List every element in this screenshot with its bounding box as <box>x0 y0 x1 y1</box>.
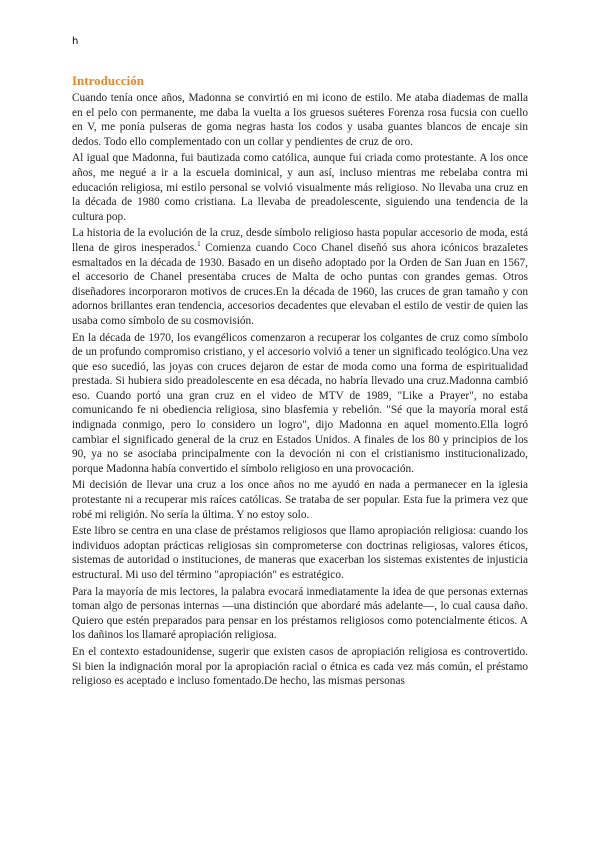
paragraph-3-text-before-note: La historia de la evolución de la cruz, desde símbolo religioso hasta popular accesorio de moda, está llena de giros inesperados. <box>72 227 528 254</box>
paragraph-3-text-after-note: Comienza cuando Coco Chanel diseñó sus ahora icónicos brazaletes esmaltados en la década de 1930. Basado en un diseño adoptado por la Orden de San Juan en 1567, el accesorio de Chanel presentaba cruces de Malta de ocho puntas con grandes gemas. Otros diseñadores incorporaron motivos de cruces.En la década de 1960, las cruces de gran tamaño y con adornos brillantes eran tendencia, accesorios decadentes que elevaban el estilo de vestir de quien las usaba como símbolo de su cosmovisión. <box>72 241 528 327</box>
paragraph-3 <box>72 226 528 328</box>
paragraph-5: Mi decisión de llevar una cruz a los once años no me ayudó en nada a permanecer en la iglesia protestante ni a recuperar mis raíces católicas. Se trataba de ser popular. Esta fue la primera vez que robé mi religión. No sería la última. Y no estoy solo. <box>72 479 528 521</box>
section-title: Introducción <box>72 73 144 88</box>
document-body <box>72 72 528 691</box>
paragraph-1: Cuando tenía once años, Madonna se convirtió en mi icono de estilo. Me ataba diademas de malla en el pelo con permanente, me daba la vuelta a los gruesos suéteres Forenza rosa fucsia con cuello en V, me ponía pulseras de goma negras hasta los codos y usaba guantes blancos de encaje sin dedos. Todo ello complementado con un collar y pendientes de cruz de oro. <box>72 92 528 148</box>
paragraph-2: Al igual que Madonna, fui bautizada como católica, aunque fui criada como protestante. A los once años, me negué a ir a la escuela dominical, y aun así, incluso mientras me rebelaba contra mi educación religiosa, mi estilo personal se volvió visualmente más religioso. No llevaba una cruz en la década de 1980 como cristiana. La llevaba de preadolescente, siguiendo una tendencia de la cultura pop. <box>72 152 528 223</box>
footnote-reference: 1 <box>197 240 201 249</box>
header-mark: h <box>72 36 79 47</box>
paragraph-7: Para la mayoría de mis lectores, la palabra evocará inmediatamente la idea de que personas externas toman algo de personas internas —una distinción que abordaré más adelante—, lo cual causa daño. Quiero que estén preparados para pensar en los préstamos religiosos como potencialmente éticos. A los dañinos los llamaré apropiación religiosa. <box>72 585 528 642</box>
paragraph-6: Este libro se centra en una clase de préstamos religiosos que llamo apropiación religiosa: cuando los individuos adoptan prácticas religiosas sin comprometerse con doctrinas religiosas, valores éticos, sistemas de autoridad o instituciones, de maneras que exacerban los sistemas existentes de injusticia estructural. Mi uso del término "apropiación" es estratégico. <box>72 525 528 581</box>
paragraph-4: En la década de 1970, los evangélicos comenzaron a recuperar los colgantes de cruz como símbolo de un profundo compromiso cristiano, y el accesorio volvió a tener un significado teológico.Una vez que eso sucedió, las joyas con cruces dejaron de estar de moda como una forma de espiritualidad prestada. Si hubiera sido preadolescente en esa década, no habría llevado una cruz.Madonna cambió eso. Cuando portó una gran cruz en el video de MTV de 1989, "Like a Prayer", no estaba comunicando fe ni obediencia religiosa, sino blasfemia y rebelión. "Sé que la mayoría moral está indignada conmigo, pero lo considero un logro", dijo Madonna en aquel momento.Ella logró cambiar el significado general de la cruz en Estados Unidos. A finales de los 80 y principios de los 90, ya no se asociaba principalmente con la devoción ni con el cristianismo institucionalizado, porque Madonna había convertido el símbolo religioso en una provocación. <box>72 331 528 475</box>
paragraph-8: En el contexto estadounidense, sugerir que existen casos de apropiación religiosa es controvertido. Si bien la indignación moral por la apropiación racial o étnica es cada vez más común, el préstamo religioso es aceptado e incluso fomentado.De hecho, las mismas personas <box>72 645 528 688</box>
